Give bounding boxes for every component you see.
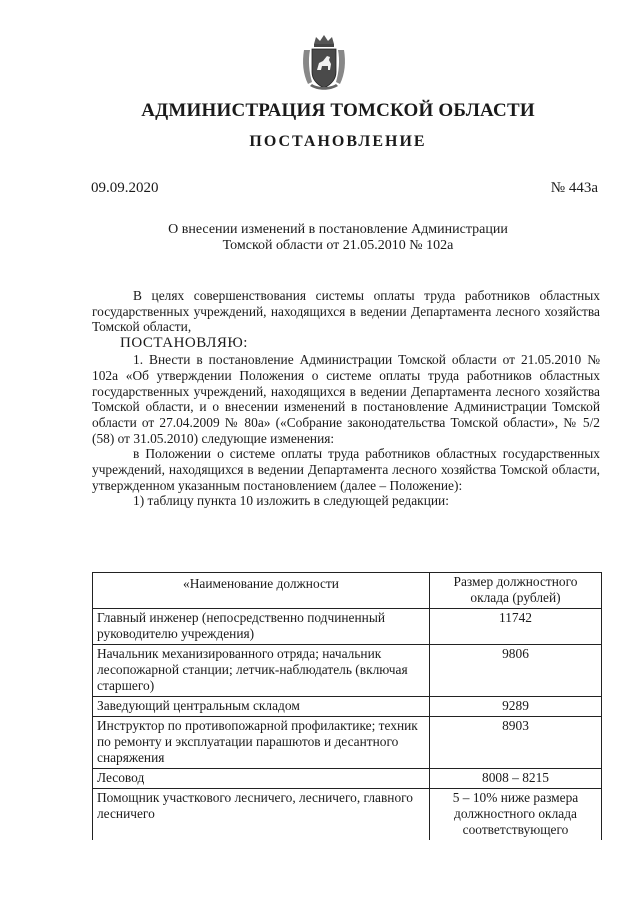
subject-line: О внесении изменений в постановление Администрации xyxy=(168,222,508,237)
position-cell: Главный инженер (непосредственно подчиненный руководителю учреждения) xyxy=(93,609,430,645)
organization-title: АДМИНИСТРАЦИЯ ТОМСКОЙ ОБЛАСТИ xyxy=(141,100,535,121)
item-1-sub-paragraph: в Положении о системе оплаты труда работников областных государственных учреждений, находящихся в ведении Департамента лесного хозяйства Томской области, утвержденном указанным постановлением (далее – Положение): xyxy=(92,446,600,493)
salary-table xyxy=(92,572,602,840)
subject-line: Томской области от 21.05.2010 № 102а xyxy=(222,238,454,253)
position-cell: Инструктор по противопожарной профилактике; техник по ремонту и эксплуатации парашютов и десантного снаряжения xyxy=(93,717,430,769)
decree-heading: ПОСТАНОВЛЯЮ: xyxy=(120,335,248,352)
table-row xyxy=(93,789,602,841)
tomsk-coat-of-arms-icon xyxy=(300,34,348,92)
item-1-paragraph: 1. Внести в постановление Администрации Томской области от 21.05.2010 № 102а «Об утверждении Положения о системе оплаты труда работников областных государственных учреждений, находящихся в ведении Департамента лесного хозяйства Томской области, и о внесении изменений в постановление Администрации Томской области от 27.04.2009 № 80а» («Собрание законодательства Томской области», № 5/2 (58) от 31.05.2010) следующие изменения: xyxy=(92,352,600,446)
salary-cell: 8008 – 8215 xyxy=(430,769,602,789)
table-row xyxy=(93,645,602,697)
salary-cell: 5 – 10% ниже размера должностного оклада соответствующего xyxy=(430,789,602,841)
document-subject xyxy=(0,222,640,254)
document-number: № 443а xyxy=(550,180,598,196)
position-cell: Начальник механизированного отряда; начальник лесопожарной станции; летчик-наблюдатель (включая старшего) xyxy=(93,645,430,697)
salary-cell: 9806 xyxy=(430,645,602,697)
table-row xyxy=(93,697,602,717)
document-type: ПОСТАНОВЛЕНИЕ xyxy=(249,133,427,150)
salary-cell: 8903 xyxy=(430,717,602,769)
position-cell: Заведующий центральным складом xyxy=(93,697,430,717)
table-header-salary: Размер должностного оклада (рублей) xyxy=(430,573,602,609)
document-date: 09.09.2020 xyxy=(91,180,159,196)
salary-cell: 9289 xyxy=(430,697,602,717)
table-header-row xyxy=(93,573,602,609)
preamble-paragraph: В целях совершенствования системы оплаты труда работников областных государственных учреждений, находящихся в ведении Департамента лесного хозяйства Томской области, xyxy=(92,288,600,335)
table-header-position: «Наименование должности xyxy=(93,573,430,609)
position-cell: Лесовод xyxy=(93,769,430,789)
table-row xyxy=(93,609,602,645)
salary-cell: 11742 xyxy=(430,609,602,645)
table-row xyxy=(93,717,602,769)
document-body xyxy=(92,288,600,509)
table-row xyxy=(93,769,602,789)
position-cell: Помощник участкового лесничего, лесничего, главного лесничего xyxy=(93,789,430,841)
subitem-1-paragraph: 1) таблицу пункта 10 изложить в следующей редакции: xyxy=(133,493,449,509)
